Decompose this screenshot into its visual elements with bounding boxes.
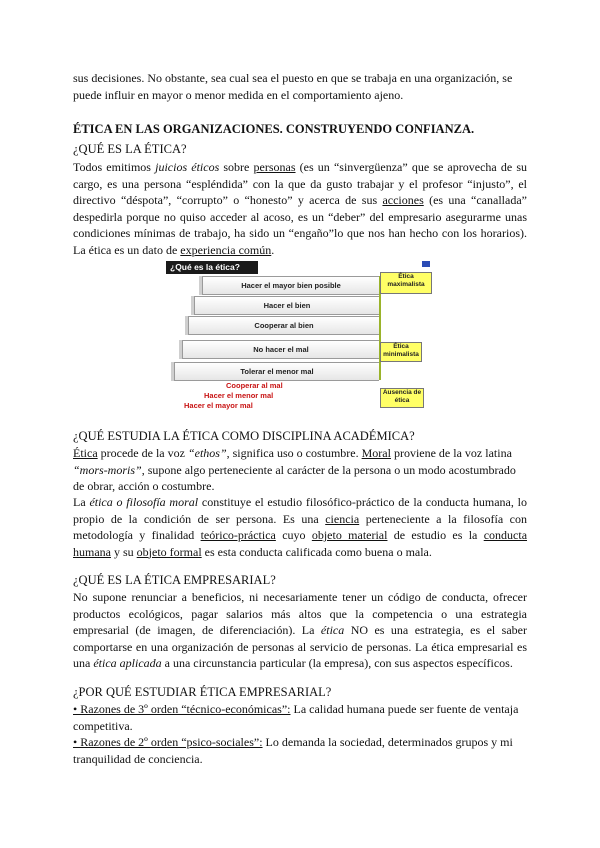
text: a una circunstancia particular (la empresa), con sus aspectos específicos. <box>161 656 513 670</box>
reason-psico-sociales <box>73 734 527 767</box>
intro-paragraph: sus decisiones. No obstante, sea cual sea el puesto en que se trabaja en una organización, se puede influir en mayor o menor medida en el comportamiento ajeno. <box>73 71 513 102</box>
term-personas: personas <box>253 160 296 174</box>
red-mayor-mal: Hacer el mayor mal <box>184 401 253 410</box>
section-title: ÉTICA EN LAS ORGANIZACIONES. CONSTRUYENDO CONFIANZA. <box>73 122 475 136</box>
diagram-title: ¿Qué es la ética? <box>166 261 258 274</box>
term-teorico-practica: teórico-práctica <box>200 528 276 542</box>
term-juicios-eticos: juicios éticos <box>155 160 220 174</box>
text: . <box>271 242 275 257</box>
ethics-staircase-diagram <box>166 258 432 410</box>
text: No supone renunciar a beneficios, ni necesariamente tener un código de conducta, ofrecer productos ecológicos, pagar salarios más altos que la competencia o una estrategia empresarial (de imagen, de diferenciación). La <box>73 590 527 637</box>
paragraph-que-es-etica <box>73 159 527 258</box>
term-etica: Ética <box>73 446 98 460</box>
text: de estudio es la <box>387 528 484 542</box>
box-etica-minimalista: Ética minimalista <box>380 342 422 362</box>
term-etica-italic: ética <box>320 623 345 637</box>
heading-que-estudia: ¿QUÉ ESTUDIA LA ÉTICA COMO DISCIPLINA ACADÉMICA? <box>73 429 415 443</box>
text: sobre <box>219 160 254 174</box>
text: , significa uso o costumbre. <box>226 446 362 460</box>
text: cuyo <box>275 528 312 542</box>
text: procede de la voz <box>97 446 188 460</box>
text: perteneciente a la filosofía con metodología y finalidad <box>73 511 527 542</box>
term-objeto-formal: objeto formal <box>136 544 202 559</box>
step-no-hacer-mal: No hacer el mal <box>182 340 379 359</box>
reason-label: • Razones de 3º orden “técnico-económicas”: <box>73 702 291 716</box>
text: La <box>73 495 90 509</box>
heading-que-es-etica: ¿QUÉ ES LA ÉTICA? <box>73 142 187 156</box>
text: proviene de la voz latina <box>390 446 512 460</box>
text: Todos emitimos <box>73 160 156 174</box>
step-cooperar-bien: Cooperar al bien <box>188 316 379 335</box>
term-ethos: “ethos” <box>187 446 227 460</box>
box-etica-maximalista: Ética maximalista <box>380 272 432 294</box>
step-tolerar-menor-mal: Tolerar el menor mal <box>174 362 379 381</box>
term-experiencia-comun: experiencia común <box>180 242 272 257</box>
box-ausencia-etica: Ausencia de ética <box>380 388 424 408</box>
step-hacer-bien: Hacer el bien <box>194 296 379 315</box>
term-moral: Moral <box>361 446 391 460</box>
reason-tecnico-economicas <box>73 701 527 734</box>
term-ciencia: ciencia <box>325 511 360 526</box>
paragraph-filosofia-moral <box>73 494 527 560</box>
term-objeto-material: objeto material <box>311 528 388 542</box>
text: NO es una estrategia, es el saber comportarse en una organización de personas al servicio de personas. La ética empresarial es una <box>73 623 527 670</box>
text: , supone algo perteneciente al carácter de la persona o un modo acostumbrado de obrar, acción o costumbre. <box>73 462 516 493</box>
reason-text: La calidad humana puede ser fuente de ventaja competitiva. <box>73 702 519 733</box>
paragraph-etica-empresarial <box>73 589 527 672</box>
step-mayor-bien: Hacer el mayor bien posible <box>202 276 379 295</box>
diagram-corner-stripe <box>422 261 430 267</box>
paragraph-etimologia <box>73 445 527 495</box>
heading-por-que-estudiar: ¿POR QUÉ ESTUDIAR ÉTICA EMPRESARIAL? <box>73 685 332 699</box>
term-conducta-humana: conducta humana <box>73 528 528 559</box>
reason-label: • Razones de 2º orden “psico-sociales”: <box>73 735 263 749</box>
term-acciones: acciones <box>382 193 424 207</box>
text: es esta conducta calificada como buena o mala. <box>201 544 432 559</box>
red-cooperar-mal: Cooperar al mal <box>226 381 283 390</box>
heading-etica-empresarial: ¿QUÉ ES LA ÉTICA EMPRESARIAL? <box>73 573 276 587</box>
text: (es una “canallada” despedirla porque no quiso acceder al acoso, es un “deber” del empresario asegurarme unas condiciones mínimas de trabajo, ha sido un “engaño”lo que nos han hecho con los horarios). La ética es un dato de <box>73 193 527 257</box>
text: y su <box>111 544 137 559</box>
text: constituye el estudio filosófico-práctico de la conducta humana, lo propio de la condición de ser persona. Es una <box>73 495 527 526</box>
red-menor-mal: Hacer el menor mal <box>204 391 274 400</box>
term-mors-moris: “mors-moris” <box>73 462 142 477</box>
text: (es un “sinvergüenza” que se aprovecha de su cargo, es una persona “espléndida” con la que da gusto trabajar y el profesor “injusto”, el directivo “déspota”, “corrupto” o “honesto” y acerca de sus <box>73 160 527 207</box>
reason-text: Lo demanda la sociedad, determinados grupos y mi tranquilidad de conciencia. <box>73 735 513 766</box>
term-filosofia-moral: ética o filosofía moral <box>89 495 199 509</box>
term-etica-aplicada: ética aplicada <box>93 656 162 670</box>
